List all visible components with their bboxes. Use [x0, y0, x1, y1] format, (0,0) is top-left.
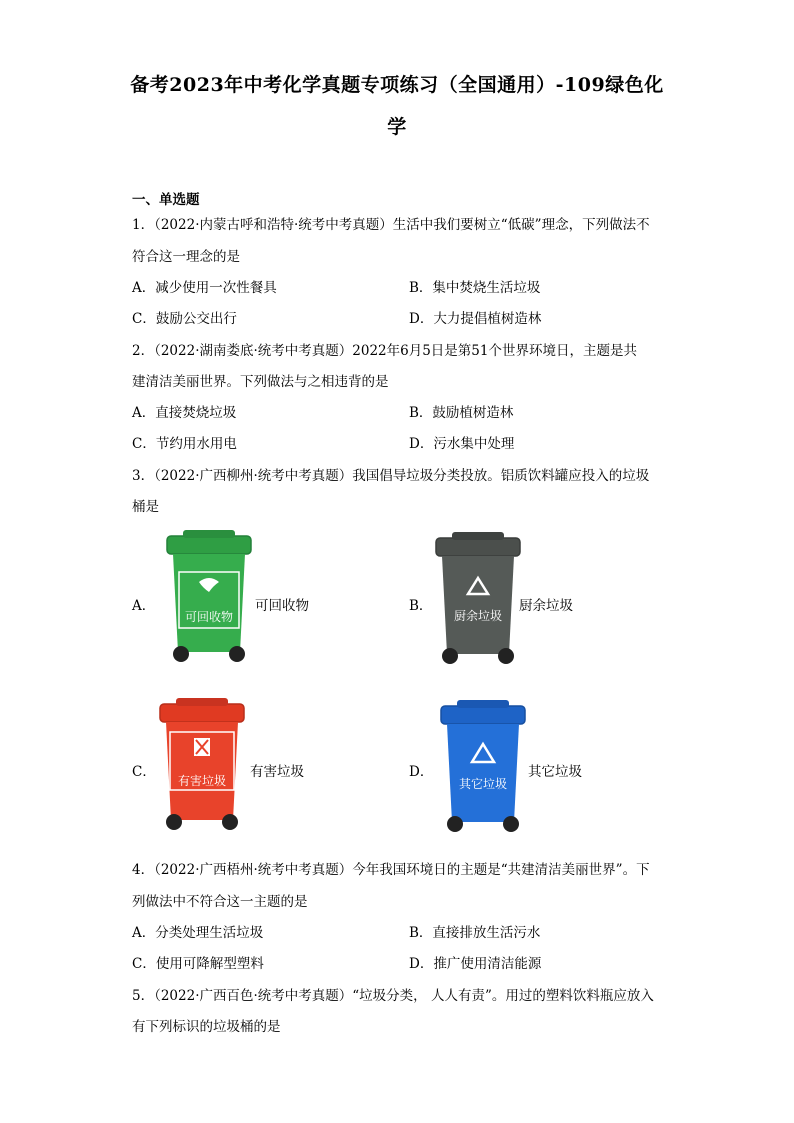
q1-stem-line-1: 1．（2022·内蒙古呼和浩特·统考中考真题）生活中我们要树立“低碳”理念，下列做法不: [132, 217, 650, 233]
q3-stem-line-2: 桶是: [132, 499, 159, 515]
q4-stem-line-2: 列做法中不符合这一主题的是: [132, 894, 308, 910]
kitchen-waste-bin-image: [432, 532, 524, 668]
q2-option-b: B．鼓励植树造林: [409, 405, 514, 421]
q1-option-d: D．大力提倡植树造林: [409, 311, 542, 327]
recyclable-bin-image: [163, 530, 255, 666]
q2-option-d: D．污水集中处理: [409, 436, 515, 452]
q4-option-d: D．推广使用清洁能源: [409, 956, 542, 972]
q3-stem-line-1: 3．（2022·广西柳州·统考中考真题）我国倡导垃圾分类投放。铝质饮料罐应投入的垃圾: [132, 468, 650, 484]
q2-stem-line-1: 2．（2022·湖南娄底·统考中考真题）2022年6月5日是第51个世界环境日，主题是共: [132, 343, 637, 359]
q3-option-a-letter: A．: [132, 598, 156, 614]
q3-option-d-label: 其它垃圾: [528, 764, 582, 780]
hazardous-waste-bin-text: 有害垃圾: [177, 774, 227, 788]
q4-stem-line-1: 4．（2022·广西梧州·统考中考真题）今年我国环境日的主题是“共建清洁美丽世界”。下: [132, 862, 650, 878]
q4-option-b: B．直接排放生活污水: [409, 925, 541, 941]
other-waste-bin-text: 其它垃圾: [458, 777, 508, 791]
q2-stem-line-2: 建清洁美丽世界。下列做法与之相违背的是: [132, 374, 389, 390]
q4-option-a: A．分类处理生活垃圾: [132, 925, 264, 941]
q3-option-c-label: 有害垃圾: [250, 764, 304, 780]
q3-option-d-letter: D．: [409, 764, 434, 780]
q5-stem-line-2: 有下列标识的垃圾桶的是: [132, 1019, 281, 1035]
q5-stem-line-1: 5．（2022·广西百色·统考中考真题）“垃圾分类， 人人有责”。用过的塑料饮料瓶应放入: [132, 988, 654, 1004]
q1-option-a: A．减少使用一次性餐具: [132, 280, 277, 296]
recyclable-bin-text: 可回收物: [184, 610, 234, 624]
q3-option-a-label: 可回收物: [255, 598, 309, 614]
document-title-line-2: 学: [387, 116, 407, 138]
q3-option-b-label: 厨余垃圾: [519, 598, 573, 614]
section-heading: 一、单选题: [132, 192, 200, 208]
q1-option-c: C．鼓励公交出行: [132, 311, 237, 327]
q2-option-c: C．节约用水用电: [132, 436, 237, 452]
other-waste-bin-image: [437, 700, 529, 836]
q3-option-c-letter: C．: [132, 764, 156, 780]
q1-stem-line-2: 符合这一理念的是: [132, 249, 240, 265]
kitchen-waste-bin-text: 厨余垃圾: [453, 609, 503, 623]
hazardous-waste-bin-image: [156, 698, 248, 834]
q4-option-c: C．使用可降解型塑料: [132, 956, 264, 972]
q1-option-b: B．集中焚烧生活垃圾: [409, 280, 541, 296]
q2-option-a: A．直接焚烧垃圾: [132, 405, 237, 421]
q3-option-b-letter: B．: [409, 598, 433, 614]
document-title-line-1: 备考2023年中考化学真题专项练习（全国通用）-109绿色化: [130, 74, 664, 96]
